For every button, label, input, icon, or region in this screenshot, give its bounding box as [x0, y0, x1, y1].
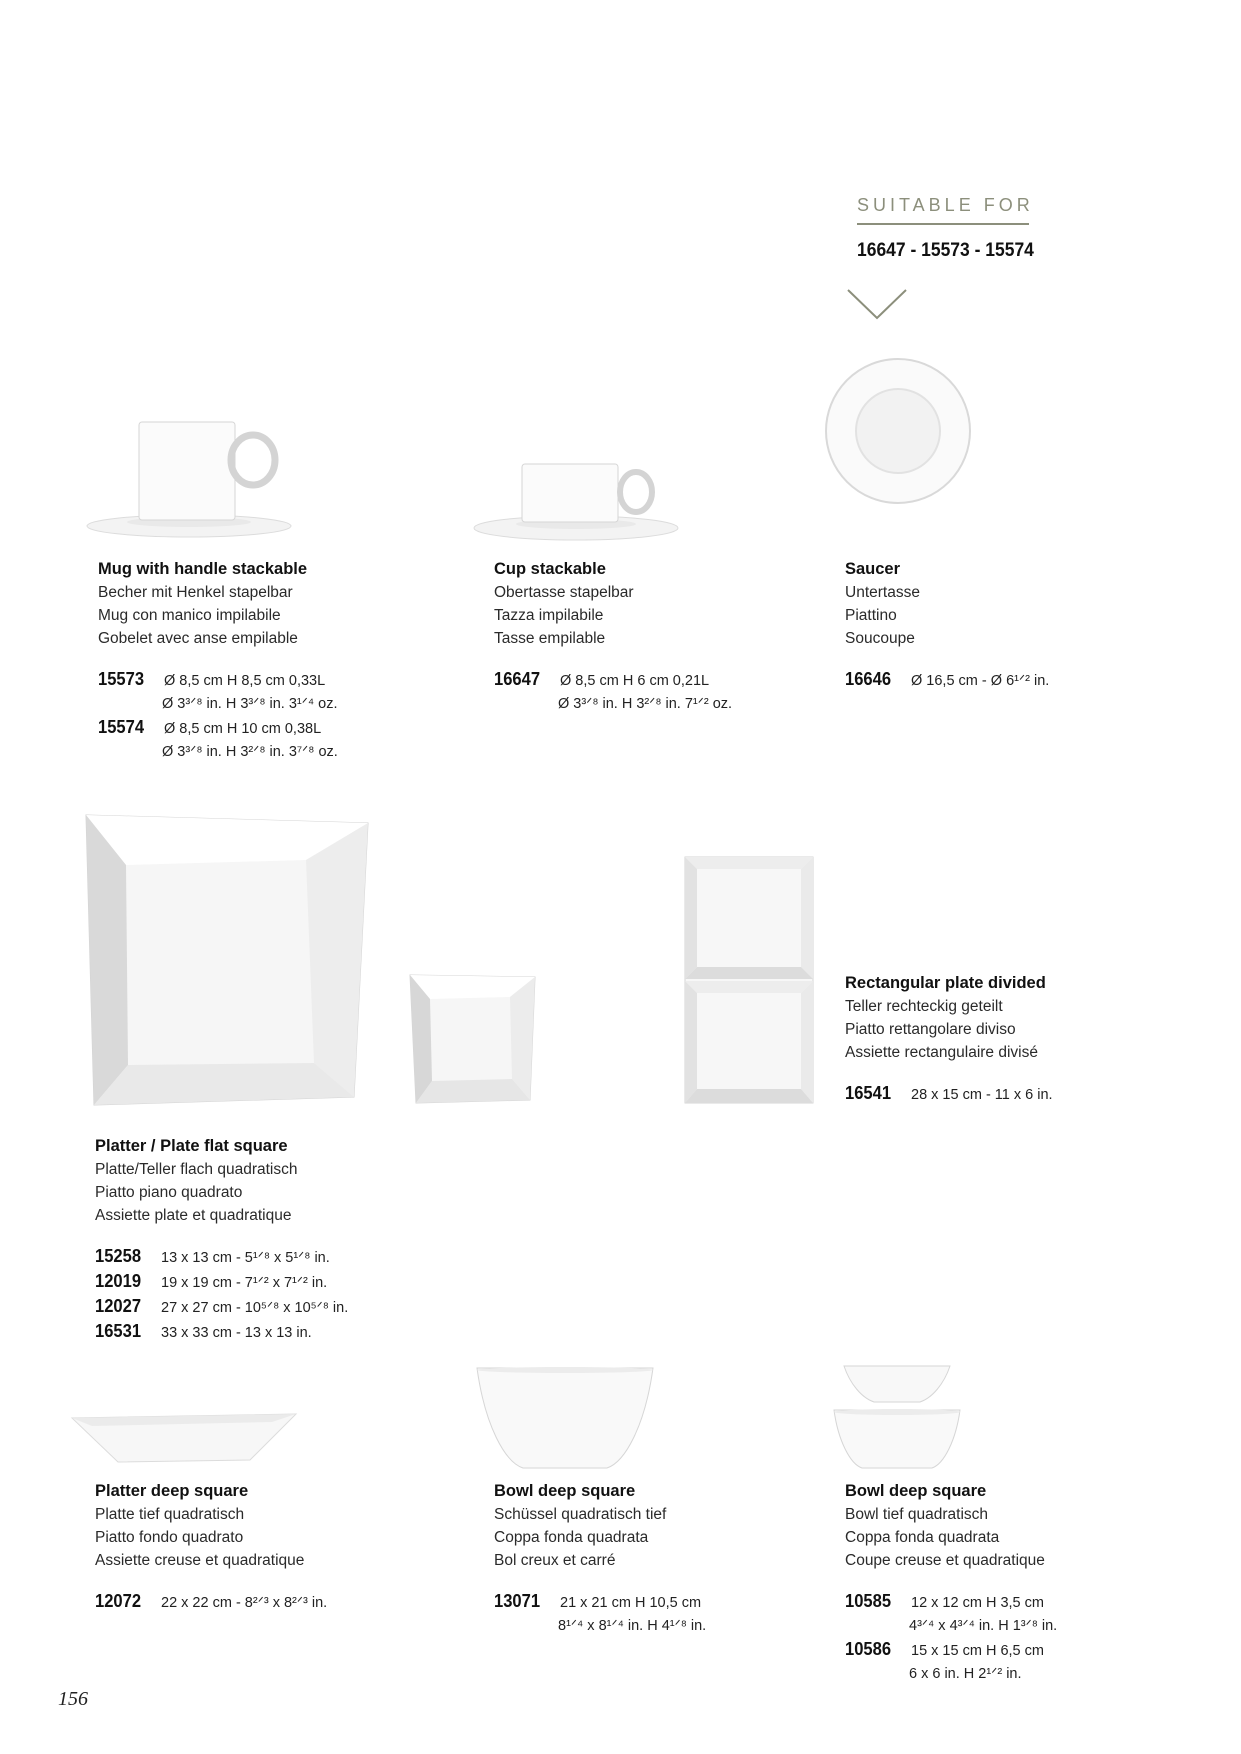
dimensions: Ø 16,5 cm - Ø 6¹ᐟ² in.	[911, 673, 1050, 689]
product-name-de: Teller rechteckig geteilt	[845, 998, 1003, 1015]
spec-list	[494, 1590, 706, 1638]
spec-row	[95, 1295, 348, 1320]
product-name: Saucer	[845, 560, 901, 578]
product-name-de: Obertasse stapelbar	[494, 584, 634, 601]
article-code: 10586	[845, 1639, 892, 1659]
product-name: Platter deep square	[95, 1482, 249, 1500]
dimensions-imperial: Ø 3³ᐟ⁸ in. H 3²ᐟ⁸ in. 3⁷ᐟ⁸ oz.	[162, 744, 338, 760]
suitable-for-codes: 16647 - 15573 - 15574	[857, 240, 1034, 261]
spec-list	[98, 668, 338, 764]
product-name: Bowl deep square	[494, 1482, 636, 1500]
article-code: 10585	[845, 1591, 892, 1611]
spec-list	[845, 1590, 1057, 1686]
spec-row	[845, 1082, 1053, 1107]
article-code: 13071	[494, 1591, 541, 1611]
product-name-de: Becher mit Henkel stapelbar	[98, 584, 293, 601]
product-name-fr: Tasse empilable	[494, 630, 606, 647]
article-code: 16541	[845, 1083, 892, 1103]
suitable-for-underline	[857, 223, 1029, 225]
platter-deep-image	[72, 1412, 297, 1467]
article-code: 15258	[95, 1246, 142, 1266]
product-name: Mug with handle stackable	[98, 560, 308, 578]
dimensions: 13 x 13 cm - 5¹ᐟ⁸ x 5¹ᐟ⁸ in.	[161, 1250, 330, 1266]
cup-image	[472, 460, 682, 550]
product-name-fr: Soucoupe	[845, 630, 915, 647]
spec-row	[95, 1270, 348, 1295]
product-name-fr: Assiette rectangulaire divisé	[845, 1044, 1038, 1061]
product-platter-deep	[95, 1480, 327, 1615]
saucer-image	[823, 356, 973, 506]
product-name-fr: Coupe creuse et quadratique	[845, 1552, 1045, 1569]
spec-row	[845, 668, 1049, 693]
product-name-de: Schüssel quadratisch tief	[494, 1506, 667, 1523]
product-name-fr: Assiette plate et quadratique	[95, 1207, 292, 1224]
product-name-it: Coppa fonda quadrata	[494, 1529, 649, 1546]
spec-list	[845, 668, 1049, 693]
square-platter-large-image	[86, 815, 368, 1105]
product-name-fr: Assiette creuse et quadratique	[95, 1552, 305, 1569]
dimensions-imperial: Ø 3³ᐟ⁸ in. H 3²ᐟ⁸ in. 7¹ᐟ² oz.	[558, 696, 733, 712]
dimensions: 21 x 21 cm H 10,5 cm	[560, 1595, 702, 1611]
product-bowl-small	[845, 1480, 1057, 1686]
article-code: 15573	[98, 669, 145, 689]
product-rectangular-plate	[845, 972, 1053, 1107]
product-name: Cup stackable	[494, 560, 606, 578]
article-code: 16646	[845, 669, 892, 689]
dimensions: 19 x 19 cm - 7¹ᐟ² x 7¹ᐟ² in.	[161, 1275, 328, 1291]
product-name-de: Platte/Teller flach quadratisch	[95, 1161, 298, 1178]
dimensions-imperial: 4³ᐟ⁴ x 4³ᐟ⁴ in. H 1³ᐟ⁸ in.	[909, 1618, 1058, 1634]
page-number: 156	[58, 1688, 88, 1710]
dimensions: 15 x 15 cm H 6,5 cm	[911, 1643, 1044, 1659]
chevron-down-icon	[846, 288, 908, 322]
spec-row	[95, 1245, 348, 1270]
product-name: Bowl deep square	[845, 1482, 987, 1500]
dimensions: 33 x 33 cm - 13 x 13 in.	[161, 1325, 312, 1341]
dimensions: 12 x 12 cm H 3,5 cm	[911, 1595, 1044, 1611]
spec-list	[494, 668, 732, 716]
product-name-it: Piatto fondo quadrato	[95, 1529, 244, 1546]
square-plate-small-image	[410, 975, 535, 1105]
spec-list	[95, 1590, 327, 1615]
dimensions: Ø 8,5 cm H 6 cm 0,21L	[560, 673, 710, 689]
product-saucer	[845, 558, 1049, 693]
product-name-de: Platte tief quadratisch	[95, 1506, 245, 1523]
product-name-de: Bowl tief quadratisch	[845, 1506, 989, 1523]
product-name-it: Mug con manico impilabile	[98, 607, 281, 624]
dimensions: 27 x 27 cm - 10⁵ᐟ⁸ x 10⁵ᐟ⁸ in.	[161, 1300, 349, 1316]
mug-image	[85, 418, 295, 543]
spec-row	[95, 1320, 348, 1345]
product-name-fr: Gobelet avec anse empilable	[98, 630, 298, 647]
spec-row	[98, 716, 338, 741]
bowl-small-image	[832, 1364, 962, 1474]
spec-list	[95, 1245, 348, 1345]
dimensions: Ø 8,5 cm H 8,5 cm 0,33L	[164, 673, 326, 689]
product-name: Platter / Plate flat square	[95, 1137, 288, 1155]
article-code: 12019	[95, 1271, 142, 1291]
product-mug	[98, 558, 338, 764]
spec-row	[98, 668, 338, 693]
product-name-it: Tazza impilabile	[494, 607, 604, 624]
dimensions-imperial: 6 x 6 in. H 2¹ᐟ² in.	[909, 1666, 1022, 1682]
product-platter-flat	[95, 1135, 348, 1345]
suitable-for-title: SUITABLE FOR	[857, 195, 1034, 215]
article-code: 12027	[95, 1296, 142, 1316]
spec-row	[95, 1590, 327, 1615]
article-code: 15574	[98, 717, 145, 737]
dimensions: 28 x 15 cm - 11 x 6 in.	[911, 1087, 1053, 1103]
bowl-large-image	[475, 1366, 655, 1471]
spec-list	[845, 1082, 1053, 1107]
product-bowl-large	[494, 1480, 706, 1638]
product-name-it: Piattino	[845, 607, 897, 624]
product-name-it: Piatto rettangolare diviso	[845, 1021, 1016, 1038]
spec-row	[494, 1590, 706, 1615]
product-cup	[494, 558, 732, 716]
dimensions: Ø 8,5 cm H 10 cm 0,38L	[164, 721, 322, 737]
spec-row	[845, 1638, 1057, 1663]
dimensions: 22 x 22 cm - 8²ᐟ³ x 8²ᐟ³ in.	[161, 1595, 328, 1611]
spec-row	[845, 1590, 1057, 1615]
article-code: 16531	[95, 1321, 142, 1341]
article-code: 12072	[95, 1591, 142, 1611]
product-name: Rectangular plate divided	[845, 974, 1046, 992]
product-name-fr: Bol creux et carré	[494, 1552, 616, 1569]
product-name-it: Piatto piano quadrato	[95, 1184, 243, 1201]
rectangular-plate-divided-image	[683, 855, 815, 1105]
dimensions-imperial: Ø 3³ᐟ⁸ in. H 3³ᐟ⁸ in. 3¹ᐟ⁴ oz.	[162, 696, 338, 712]
article-code: 16647	[494, 669, 541, 689]
dimensions-imperial: 8¹ᐟ⁴ x 8¹ᐟ⁴ in. H 4¹ᐟ⁸ in.	[558, 1618, 707, 1634]
spec-row	[494, 668, 732, 693]
product-name-it: Coppa fonda quadrata	[845, 1529, 1000, 1546]
product-name-de: Untertasse	[845, 584, 920, 601]
